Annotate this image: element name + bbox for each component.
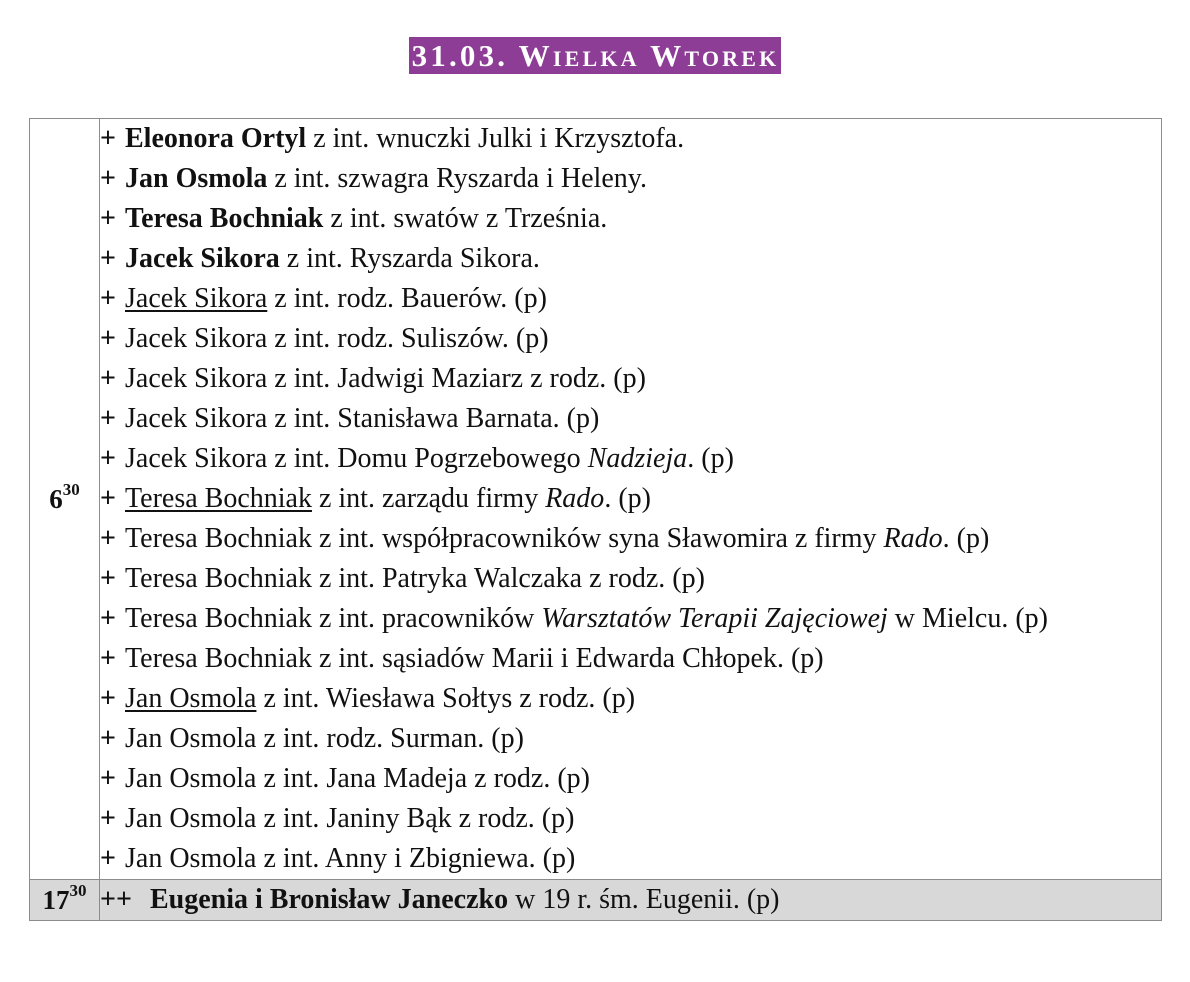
intention-prefix: +	[100, 763, 116, 794]
morning-time-minutes: 30	[62, 480, 80, 499]
intention-entry	[100, 880, 1161, 920]
intention-entry	[100, 399, 1161, 439]
intention-name: Teresa Bochniak	[125, 603, 312, 634]
morning-mass-row	[30, 119, 1162, 880]
intention-italic: Nadzieja	[587, 443, 688, 474]
intention-text	[125, 439, 1161, 479]
intention-text	[125, 759, 1161, 799]
intention-name: Jan Osmola	[125, 163, 268, 194]
title-wrap	[0, 37, 1190, 74]
intention-prefix: +	[100, 563, 116, 594]
intention-prefix: +	[100, 203, 116, 234]
intention-rest: z int. zarządu firmy	[311, 483, 546, 514]
intention-rest: z int. sąsiadów Marii i Edwarda Chłopek. (p)	[311, 643, 824, 674]
intention-name: Jacek Sikora	[125, 323, 268, 354]
intention-entry	[100, 839, 1161, 879]
intention-rest: z int. rodz. Suliszów. (p)	[267, 323, 549, 354]
intention-entry	[100, 479, 1161, 519]
intention-rest: z int. Domu Pogrzebowego	[267, 443, 588, 474]
intention-text	[125, 119, 1161, 159]
intention-name: Eugenia i Bronisław Janeczko	[150, 884, 509, 915]
intention-prefix: +	[100, 523, 116, 554]
intention-entry	[100, 199, 1161, 239]
intention-rest: w 19 r. śm. Eugenii. (p)	[508, 884, 780, 915]
intention-tail: w Mielcu. (p)	[887, 603, 1048, 634]
intention-name: Teresa Bochniak	[125, 203, 324, 234]
intention-rest: z int. Janiny Bąk z rodz. (p)	[256, 803, 575, 834]
intention-prefix: +	[100, 283, 116, 314]
intention-text	[125, 239, 1161, 279]
intention-entry	[100, 239, 1161, 279]
intention-rest: z int. Patryka Walczaka z rodz. (p)	[311, 563, 705, 594]
intention-text	[150, 880, 1161, 920]
intention-text	[125, 479, 1161, 519]
intention-prefix: ++	[100, 884, 132, 915]
morning-time-cell	[30, 119, 100, 880]
intention-prefix: +	[100, 163, 116, 194]
intention-entry	[100, 639, 1161, 679]
intention-text	[125, 559, 1161, 599]
intention-italic: Rado	[545, 483, 605, 514]
intention-text	[125, 319, 1161, 359]
intention-prefix: +	[100, 803, 116, 834]
intention-prefix: +	[100, 243, 116, 274]
evening-time-minutes: 30	[69, 881, 87, 900]
intention-text	[125, 639, 1161, 679]
intention-rest: z int. współpracowników syna Sławomira z firmy	[311, 523, 884, 554]
intention-tail: . (p)	[604, 483, 651, 514]
intention-italic: Rado	[883, 523, 943, 554]
intention-entry	[100, 719, 1161, 759]
intention-name: Teresa Bochniak	[125, 523, 312, 554]
intention-name: Teresa Bochniak	[125, 483, 312, 514]
intention-name: Jacek Sikora	[125, 443, 268, 474]
intention-name: Jacek Sikora	[125, 283, 268, 314]
intention-name: Jan Osmola	[125, 803, 257, 834]
intention-rest: z int. Jadwigi Maziarz z rodz. (p)	[267, 363, 646, 394]
mass-schedule-table	[29, 118, 1162, 921]
intention-entry	[100, 679, 1161, 719]
intention-prefix: +	[100, 483, 116, 514]
intention-text	[125, 519, 1161, 559]
intention-text	[125, 159, 1161, 199]
intention-entry	[100, 519, 1161, 559]
intention-text	[125, 719, 1161, 759]
intention-text	[125, 839, 1161, 879]
intention-prefix: +	[100, 723, 116, 754]
intention-text	[125, 279, 1161, 319]
page-title: 31.03. Wielka Wtorek	[409, 37, 782, 74]
intention-tail: . (p)	[687, 443, 734, 474]
intention-entry	[100, 439, 1161, 479]
intention-rest: z int. swatów z Trześnia.	[323, 203, 608, 234]
intention-prefix: +	[100, 323, 116, 354]
intention-entry	[100, 759, 1161, 799]
intention-rest: z int. Anny i Zbigniewa. (p)	[256, 843, 576, 874]
intention-rest: z int. Wiesława Sołtys z rodz. (p)	[256, 683, 636, 714]
intention-entry	[100, 159, 1161, 199]
intention-prefix: +	[100, 403, 116, 434]
intention-italic: Warsztatów Terapii Zajęciowej	[541, 603, 888, 634]
intention-entry	[100, 319, 1161, 359]
intention-name: Teresa Bochniak	[125, 563, 312, 594]
intention-name: Jan Osmola	[125, 723, 257, 754]
intention-prefix: +	[100, 843, 116, 874]
intention-prefix: +	[100, 123, 116, 154]
intention-rest: z int. Jana Madeja z rodz. (p)	[256, 763, 590, 794]
evening-time-cell	[30, 880, 100, 921]
intention-prefix: +	[100, 363, 116, 394]
morning-intentions-list	[100, 119, 1162, 880]
intention-name: Jan Osmola	[125, 843, 257, 874]
intention-entry	[100, 119, 1161, 159]
intention-tail: . (p)	[942, 523, 990, 554]
intention-entry	[100, 799, 1161, 839]
intention-name: Jacek Sikora	[125, 363, 268, 394]
intention-name: Jan Osmola	[125, 763, 257, 794]
intention-prefix: +	[100, 683, 116, 714]
intention-entry	[100, 279, 1161, 319]
evening-mass-row	[30, 880, 1162, 921]
intention-entry	[100, 359, 1161, 399]
intention-name: Teresa Bochniak	[125, 643, 312, 674]
intention-rest: z int. Ryszarda Sikora.	[279, 243, 540, 274]
intention-prefix: +	[100, 643, 116, 674]
intention-rest: z int. rodz. Bauerów. (p)	[267, 283, 547, 314]
evening-time-hour: 17	[42, 885, 70, 915]
intention-name: Jacek Sikora	[125, 243, 280, 274]
intention-name: Eleonora Ortyl	[125, 123, 307, 154]
intention-entry	[100, 599, 1161, 639]
intention-rest: z int. rodz. Surman. (p)	[256, 723, 524, 754]
intention-prefix: +	[100, 443, 116, 474]
intention-rest: z int. szwagra Ryszarda i Heleny.	[267, 163, 647, 194]
intention-rest: z int. pracowników	[311, 603, 542, 634]
intention-entry	[100, 559, 1161, 599]
intention-text	[125, 599, 1161, 639]
intention-text	[125, 679, 1161, 719]
intention-name: Jan Osmola	[125, 683, 257, 714]
intention-text	[125, 399, 1161, 439]
intention-rest: z int. wnuczki Julki i Krzysztofa.	[306, 123, 685, 154]
intention-rest: z int. Stanisława Barnata. (p)	[267, 403, 600, 434]
morning-time-hour: 6	[49, 484, 63, 514]
intention-text	[125, 199, 1161, 239]
intention-name: Jacek Sikora	[125, 403, 268, 434]
evening-intentions-list	[100, 880, 1162, 921]
intention-prefix: +	[100, 603, 116, 634]
intention-text	[125, 359, 1161, 399]
intention-text	[125, 799, 1161, 839]
